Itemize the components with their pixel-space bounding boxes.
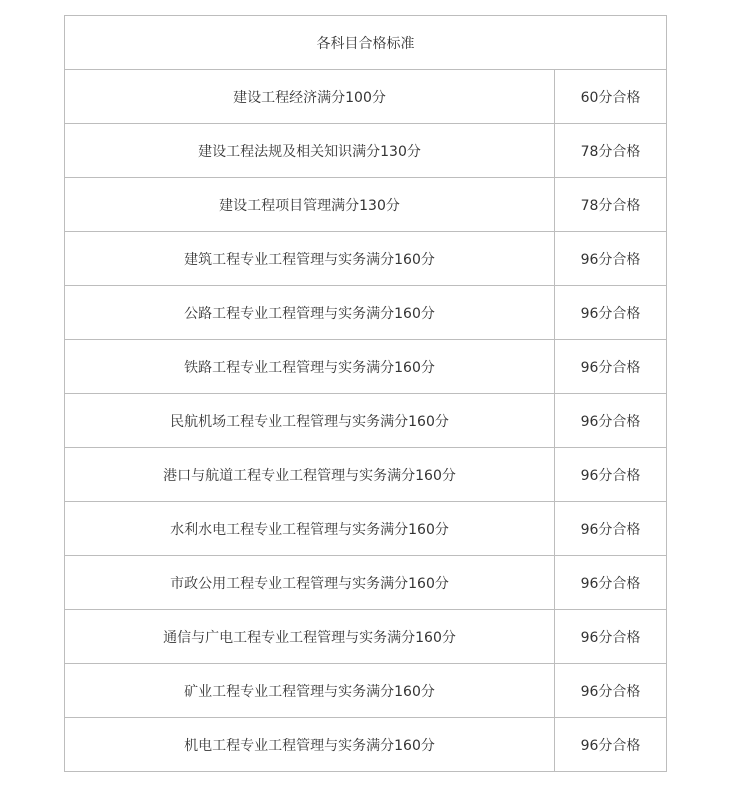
table-row [65,556,667,610]
subject-cell: 矿业工程专业工程管理与实务满分160分 [65,664,555,718]
subject-cell: 建设工程经济满分100分 [65,70,555,124]
standard-cell: 78分合格 [555,178,667,232]
table-row [65,502,667,556]
subject-cell: 建设工程法规及相关知识满分130分 [65,124,555,178]
standard-cell: 60分合格 [555,70,667,124]
subject-cell: 通信与广电工程专业工程管理与实务满分160分 [65,610,555,664]
standard-cell: 96分合格 [555,232,667,286]
table-header-row [65,16,667,70]
table-row [65,664,667,718]
standard-cell: 96分合格 [555,610,667,664]
table-row [65,448,667,502]
table-row [65,718,667,772]
subject-cell: 机电工程专业工程管理与实务满分160分 [65,718,555,772]
table-row [65,124,667,178]
table-row [65,70,667,124]
table-row [65,286,667,340]
table-header: 各科目合格标准 [65,16,667,70]
table-row [65,394,667,448]
subject-cell: 民航机场工程专业工程管理与实务满分160分 [65,394,555,448]
subject-cell: 水利水电工程专业工程管理与实务满分160分 [65,502,555,556]
table-row [65,610,667,664]
subject-cell: 港口与航道工程专业工程管理与实务满分160分 [65,448,555,502]
standard-cell: 96分合格 [555,448,667,502]
standard-cell: 96分合格 [555,286,667,340]
table-row [65,178,667,232]
table-body [65,16,667,772]
standard-cell: 96分合格 [555,394,667,448]
subject-cell: 建筑工程专业工程管理与实务满分160分 [65,232,555,286]
standard-cell: 78分合格 [555,124,667,178]
standard-cell: 96分合格 [555,502,667,556]
subject-cell: 市政公用工程专业工程管理与实务满分160分 [65,556,555,610]
subject-cell: 铁路工程专业工程管理与实务满分160分 [65,340,555,394]
passing-standards-table [64,15,667,772]
standard-cell: 96分合格 [555,664,667,718]
standard-cell: 96分合格 [555,340,667,394]
table-row [65,232,667,286]
standard-cell: 96分合格 [555,556,667,610]
subject-cell: 建设工程项目管理满分130分 [65,178,555,232]
table-row [65,340,667,394]
subject-cell: 公路工程专业工程管理与实务满分160分 [65,286,555,340]
standard-cell: 96分合格 [555,718,667,772]
